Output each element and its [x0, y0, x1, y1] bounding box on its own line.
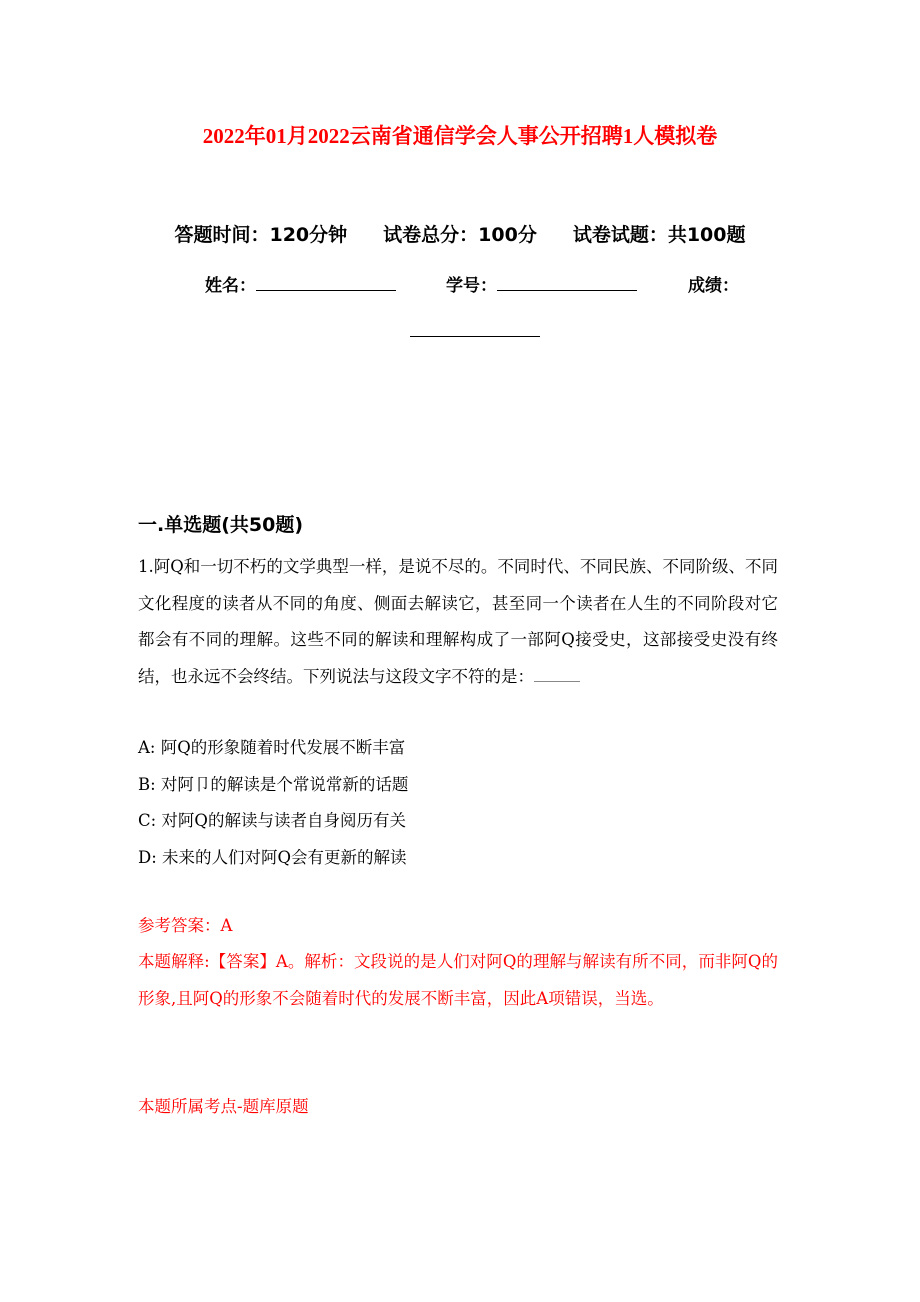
answer-blank	[534, 663, 580, 682]
option-b[interactable]: B: 对阿卩的解读是个常说常新的话题	[138, 774, 409, 794]
score-blank[interactable]	[410, 322, 540, 337]
page-title: 2022年01月2022云南省通信学会人事公开招聘1人模拟卷	[202, 124, 718, 148]
exam-meta	[0, 220, 920, 247]
answer-explanation: 本题解释:【答案】A。解析：文段说的是人们对阿Q的理解与解读有所不同，而非阿Q的形象,且阿Q的形象不会随着时代的发展不断丰富，因此A项错误，当选。	[138, 952, 778, 1008]
score-label: 成绩：	[688, 276, 739, 296]
question-stem	[138, 549, 778, 695]
student-id-blank[interactable]	[497, 276, 637, 291]
options-list	[138, 730, 408, 876]
name-field[interactable]	[205, 271, 396, 296]
knowledge-point: 本题所属考点-题库原题	[138, 1097, 309, 1116]
exam-total-score: 试卷总分：100分	[383, 224, 537, 246]
section-heading: 一.单选题(共50题)	[138, 514, 304, 536]
option-c[interactable]: C: 对阿Q的解读与读者自身阅历有关	[138, 811, 406, 830]
reference-answer: 参考答案：A	[138, 916, 233, 935]
exam-time: 答题时间：120分钟	[174, 224, 348, 246]
student-id-label: 学号：	[446, 276, 497, 296]
option-d[interactable]: D: 未来的人们对阿Q会有更新的解读	[138, 847, 407, 867]
score-field	[688, 271, 739, 296]
name-label: 姓名：	[205, 276, 256, 296]
question-text: 1.阿Q和一切不朽的文学典型一样，是说不尽的。不同时代、不同民族、不同阶级、不同文化程度的读者从不同的角度、侧面去解读它，甚至同一个读者在人生的不同阶段对它都会有不同的理解。这些不同的解读和理解构成了一部阿Q接受史，这部接受史没有终结，也永远不会终结。下列说法与这段文字不符的是：	[138, 557, 778, 686]
exam-question-count: 试卷试题：共100题	[572, 224, 746, 246]
option-a[interactable]: A: 阿Q的形象随着时代发展不断丰富	[138, 738, 406, 757]
student-id-field[interactable]	[446, 271, 637, 296]
name-blank[interactable]	[256, 276, 396, 291]
